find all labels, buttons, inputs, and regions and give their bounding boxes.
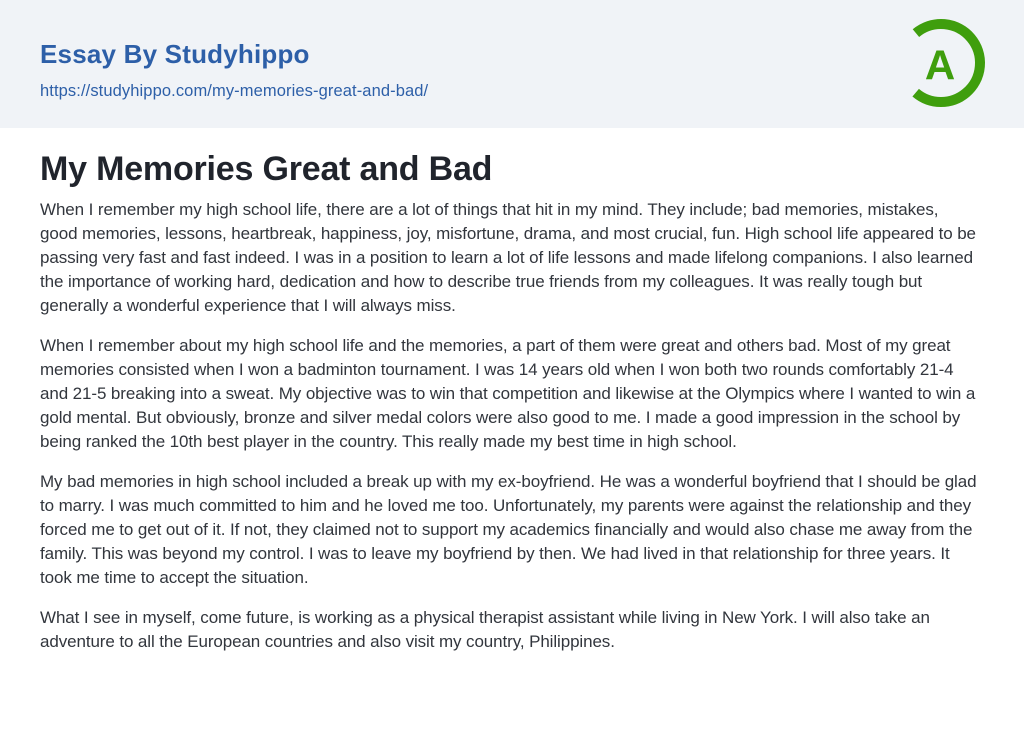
page-title: My Memories Great and Bad [40,150,493,188]
logo-letter: A [924,41,956,89]
essay-url-link[interactable]: https://studyhippo.com/my-memories-great-and-bad/ [40,81,429,100]
article-body [40,198,980,654]
studyhippo-logo[interactable] [896,18,986,108]
logo-ring-icon [896,18,986,108]
essay-paragraph-2: When I remember about my high school life and the memories, a part of them were great and others bad. Most of my great memories consisted when I won a badminton tournament. I was 14 years old when I won both two rounds comfortably 21-4 and 21-5 breaking into a sweat. My objective was to win that competition and likewise at the Olympics where I wanted to win a gold mental. But obviously, bronze and silver medal colors were also good to me. I made a good impression in the school by being ranked the 10th best player in the country. This really made my best time in high school. [40,336,976,451]
site-header [0,0,1024,128]
essay-paragraph-3: My bad memories in high school included a break up with my ex-boyfriend. He was a wonderful boyfriend that I should be glad to marry. I was much committed to him and he loved me too. Unfortunately, my parents were against the relationship and they forced me to get out of it. If not, they claimed not to support my academics financially and would also chase me away from the family. This was beyond my control. I was to leave my boyfriend by then. We had lived in that relationship for three years. It took me time to accept the situation. [40,472,977,587]
essay-content [0,128,1024,654]
site-title-link[interactable]: Essay By Studyhippo [40,39,310,69]
essay-paragraph-1: When I remember my high school life, there are a lot of things that hit in my mind. They include; bad memories, mistakes, good memories, lessons, heartbreak, happiness, joy, misfortune, drama, and most crucial, fun. High school life appeared to be passing very fast and fast indeed. I was in a position to learn a lot of life lessons and made lifelong companions. I also learned the importance of working hard, dedication and how to describe true friends from my colleagues. It was really tough but generally a wonderful experience that I will always miss. [40,200,976,315]
essay-paragraph-4: What I see in myself, come future, is working as a physical therapist assistant while living in New York. I will also take an adventure to all the European countries and also visit my country, Philippines. [40,608,930,651]
